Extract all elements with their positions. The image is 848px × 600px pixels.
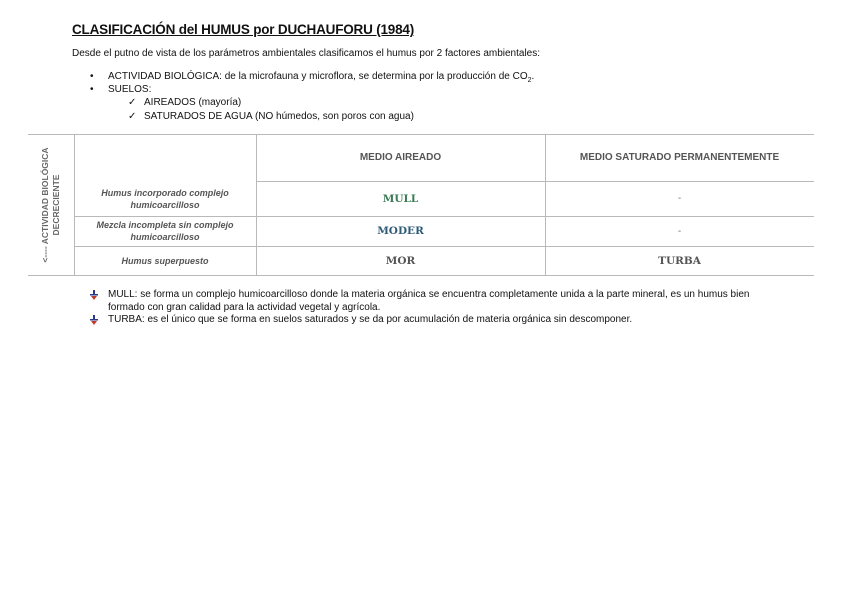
bullet-item-actividad <box>90 70 534 83</box>
cell-mor: MOR <box>385 254 416 267</box>
humus-classification-table <box>28 134 814 276</box>
cell-mull: MULL <box>382 192 419 205</box>
bullet-dot: • <box>90 71 94 82</box>
bullet-item-suelos <box>90 83 534 96</box>
note-turba <box>88 314 778 327</box>
bullet-suffix: . <box>531 71 535 82</box>
row-label-humus-incorporado: Humus incorporado complejo humicoarcilloso <box>101 187 229 210</box>
cell-empty-dash: - <box>677 193 682 204</box>
table-border-bottom <box>28 275 814 276</box>
bullet-text: SUELOS: <box>108 84 152 95</box>
notes-list <box>88 289 778 327</box>
co2-subscript: 2 <box>527 77 532 84</box>
side-axis-label <box>28 134 74 276</box>
intro-paragraph: Desde el putno de vista de los parámetros ambientales clasificamos el humus por 2 factores ambientales: <box>72 48 541 59</box>
actividad-decreciente-label: <---- ACTIVIDAD BIOLÓGICA DECRECIENTE <box>40 147 61 263</box>
row-label-humus-superpuesto: Humus superpuesto <box>121 255 209 266</box>
sub-item-aireados <box>128 97 241 108</box>
checkmark-icon: ✓ <box>128 111 137 122</box>
sub-item-text: SATURADOS DE AGUA (NO húmedos, son poros con agua) <box>144 111 414 122</box>
down-arrow-bullet-icon <box>88 314 100 326</box>
note-text: MULL: se forma un complejo humicoarcilloso donde la materia orgánica se encuentra completamente unida a la parte mineral, es un humus bien formado con gran calidad para la actividad vegetal y agrícola. <box>108 289 750 313</box>
checkmark-icon: ✓ <box>128 97 137 108</box>
cell-turba: TURBA <box>658 254 701 267</box>
sub-item-saturados <box>128 111 414 122</box>
bullet-text: ACTIVIDAD BIOLÓGICA: de la microfauna y microflora, se determina por la producción de CO <box>108 71 528 82</box>
sub-item-text: AIREADOS (mayoría) <box>144 97 242 108</box>
down-arrow-bullet-icon <box>88 289 100 301</box>
document-title: CLASIFICACIÓN del HUMUS por DUCHAUFORU (1984) <box>72 22 415 37</box>
row-label-mezcla-incompleta: Mezcla incompleta sin complejo humicoarcilloso <box>96 220 234 242</box>
table-column-rule <box>74 134 75 276</box>
bullet-list <box>90 70 534 96</box>
bullet-dot: • <box>90 84 94 95</box>
note-text: TURBA: es el único que se forma en suelos saturados y se da por acumulación de materia orgánica sin descomponer. <box>108 314 633 325</box>
header-medio-saturado: MEDIO SATURADO PERMANENTEMENTE <box>579 152 780 163</box>
cell-empty-dash: - <box>677 225 682 237</box>
header-medio-aireado: MEDIO AIREADO <box>359 152 442 163</box>
note-mull <box>88 289 778 314</box>
cell-moder: MODER <box>377 225 424 237</box>
